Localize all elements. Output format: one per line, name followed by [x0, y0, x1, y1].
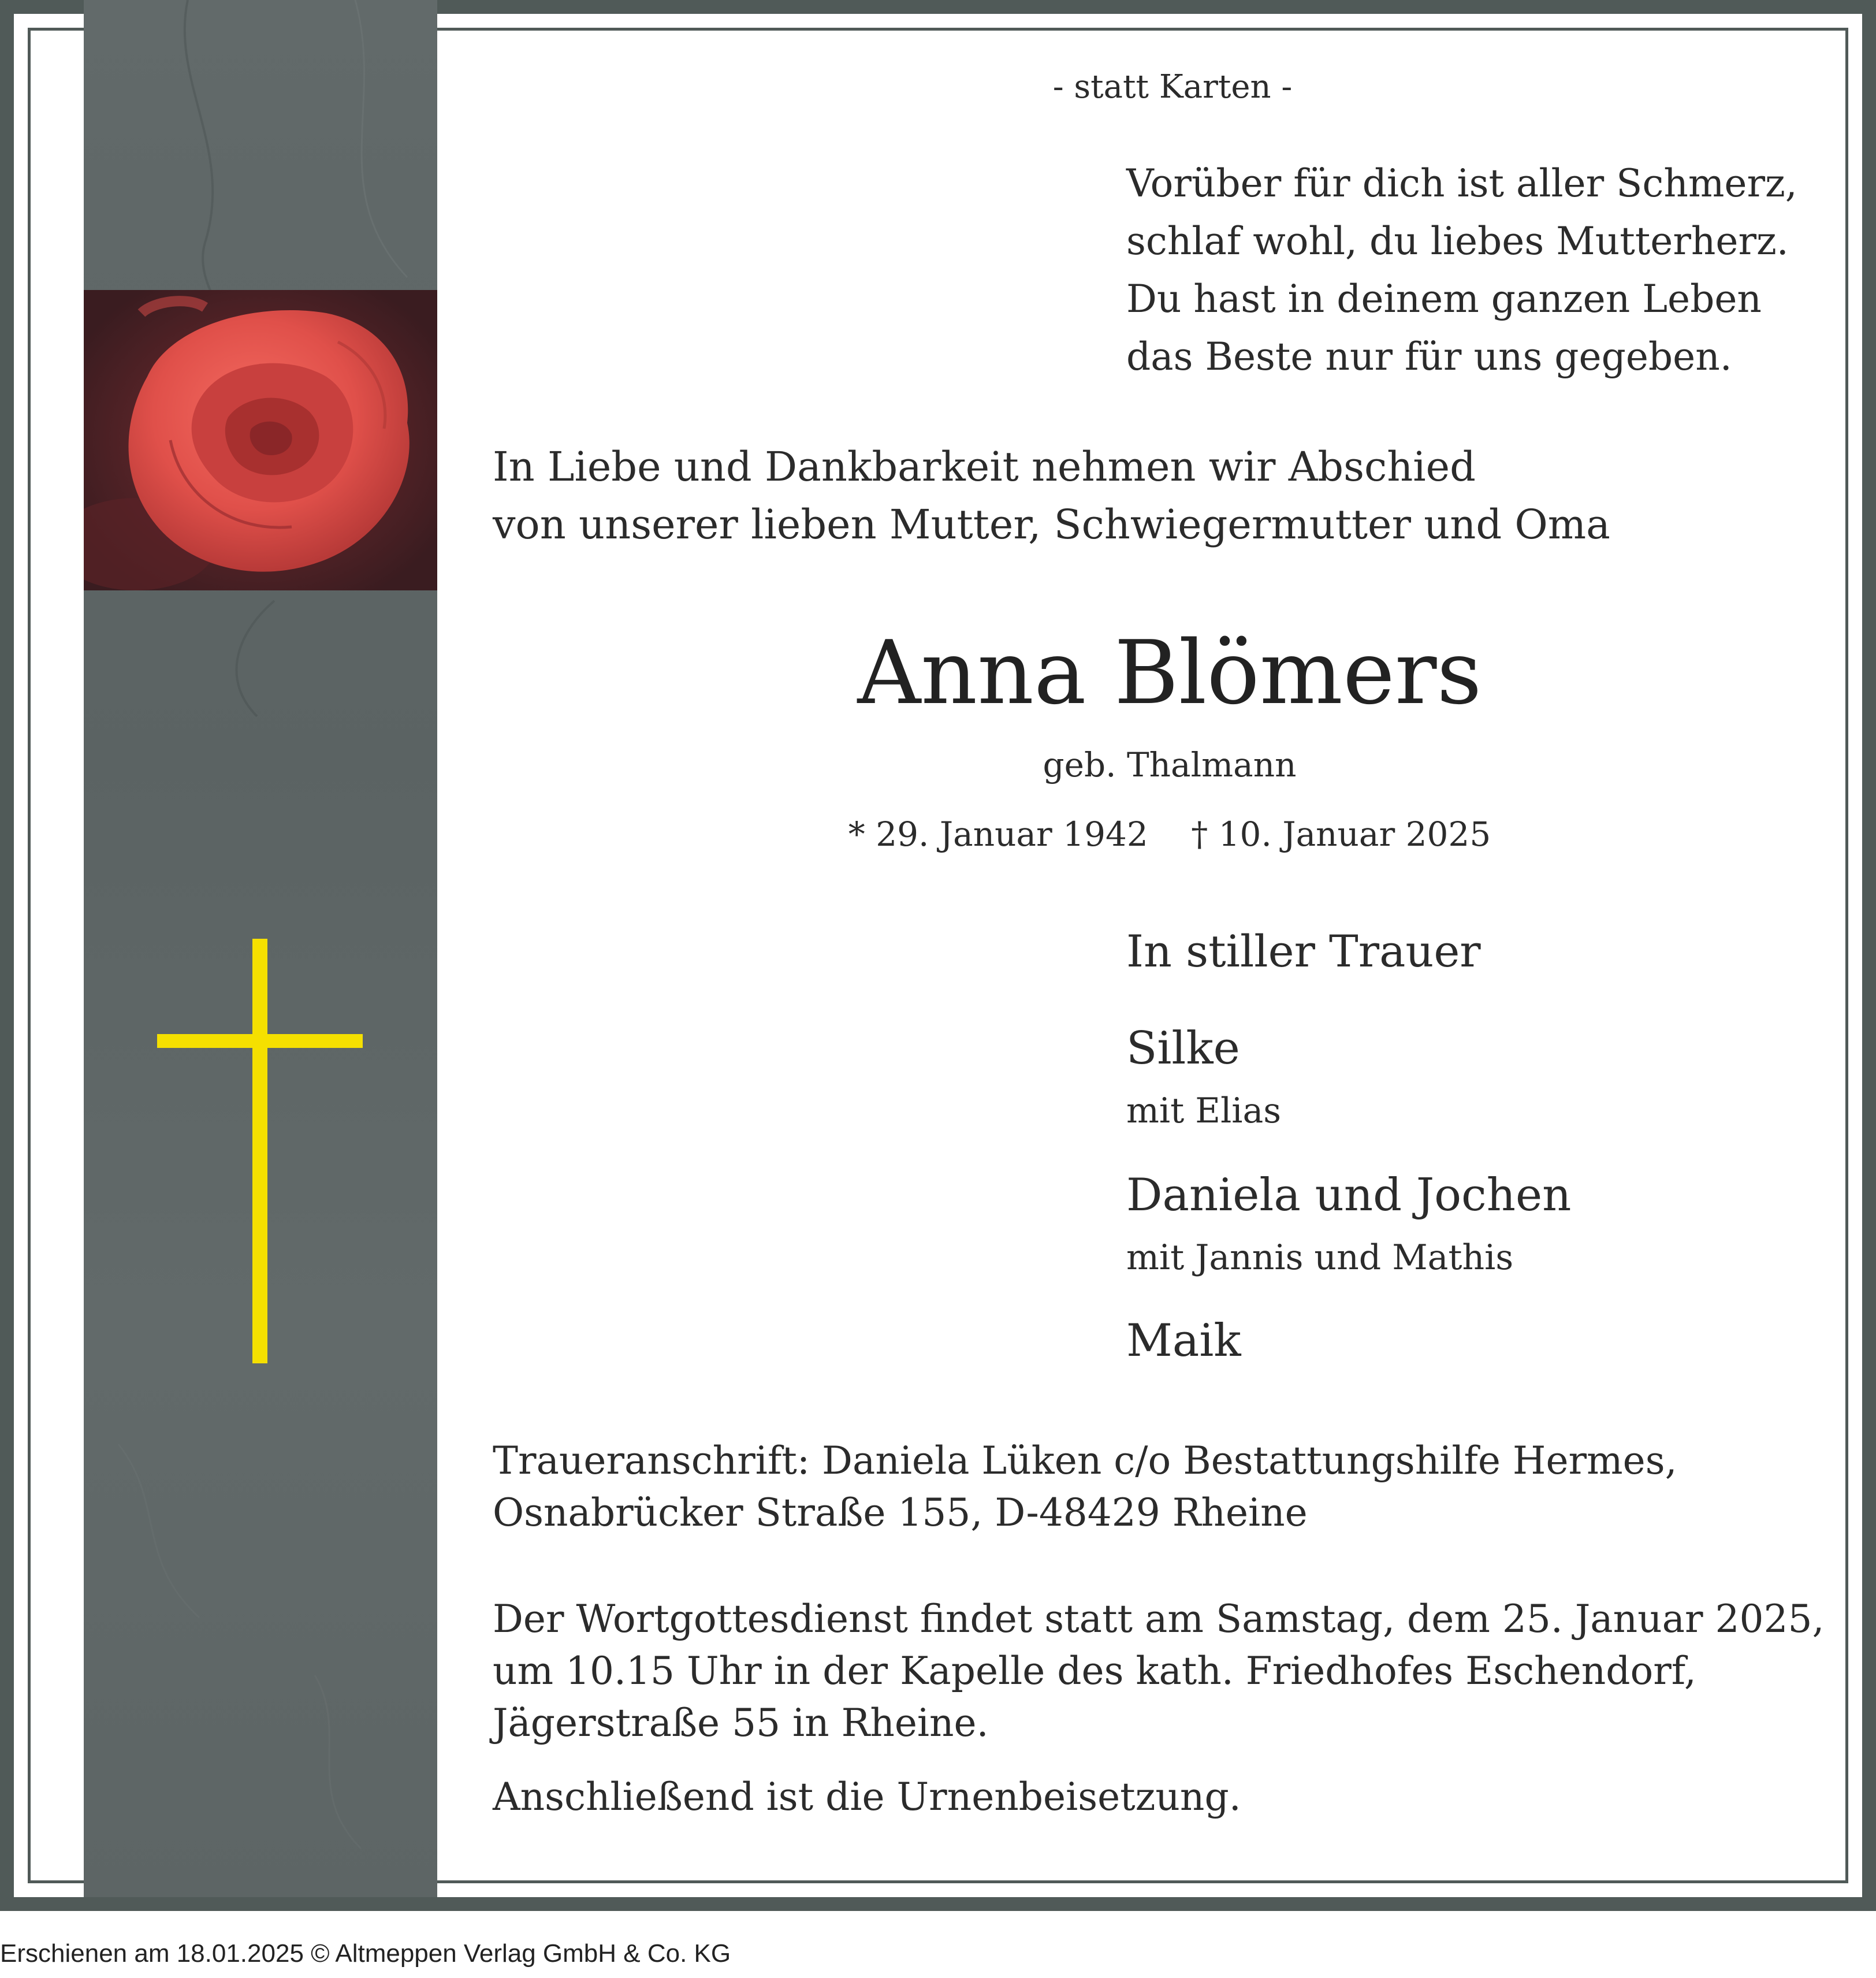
service-line: Jägerstraße 55 in Rheine.: [493, 1701, 989, 1745]
statt-karten-note: - statt Karten -: [1052, 68, 1293, 106]
life-dates: [809, 815, 1531, 854]
mourner-with: mit Jannis und Mathis: [1126, 1237, 1514, 1278]
poem-line: Du hast in deinem ganzen Leben: [1126, 277, 1762, 321]
service-line: Der Wortgottesdienst findet statt am Samstag, dem 25. Januar 2025,: [493, 1597, 1825, 1641]
poem-line: schlaf wohl, du liebes Mutterherz.: [1126, 219, 1789, 263]
poem-line: das Beste nur für uns gegeben.: [1126, 334, 1732, 379]
intro-text: [493, 438, 1610, 553]
birth-date: * 29. Januar 1942: [848, 815, 1148, 854]
rose-image: [84, 290, 437, 590]
address-line: Traueranschrift: Daniela Lüken c/o Bestattungshilfe Hermes,: [493, 1438, 1677, 1483]
mourning-heading: In stiller Trauer: [1126, 925, 1481, 977]
mourner-name: Silke: [1126, 1023, 1240, 1074]
intro-line: von unserer lieben Mutter, Schwiegermutter und Oma: [493, 501, 1610, 548]
mourner-with: mit Elias: [1126, 1091, 1282, 1131]
cross-icon: [157, 939, 363, 1363]
service-info: [493, 1593, 1825, 1749]
poem-line: Vorüber für dich ist aller Schmerz,: [1126, 161, 1797, 206]
birth-name: geb. Thalmann: [1043, 745, 1297, 784]
mourning-address: [493, 1435, 1677, 1539]
closing-note: Anschließend ist die Urnenbeisetzung.: [493, 1775, 1241, 1819]
poem: [1126, 155, 1797, 386]
deceased-name: Anna Blömers: [857, 622, 1482, 724]
service-line: um 10.15 Uhr in der Kapelle des kath. Friedhofes Eschendorf,: [493, 1649, 1696, 1693]
intro-line: In Liebe und Dankbarkeit nehmen wir Abschied: [493, 443, 1476, 490]
mourner-name: Maik: [1126, 1315, 1241, 1367]
death-date: † 10. Januar 2025: [1191, 815, 1491, 854]
publication-footer: Erschienen am 18.01.2025 © Altmeppen Verlag GmbH & Co. KG: [0, 1939, 731, 1968]
address-line: Osnabrücker Straße 155, D-48429 Rheine: [493, 1490, 1308, 1535]
mourner-name: Daniela und Jochen: [1126, 1169, 1572, 1221]
